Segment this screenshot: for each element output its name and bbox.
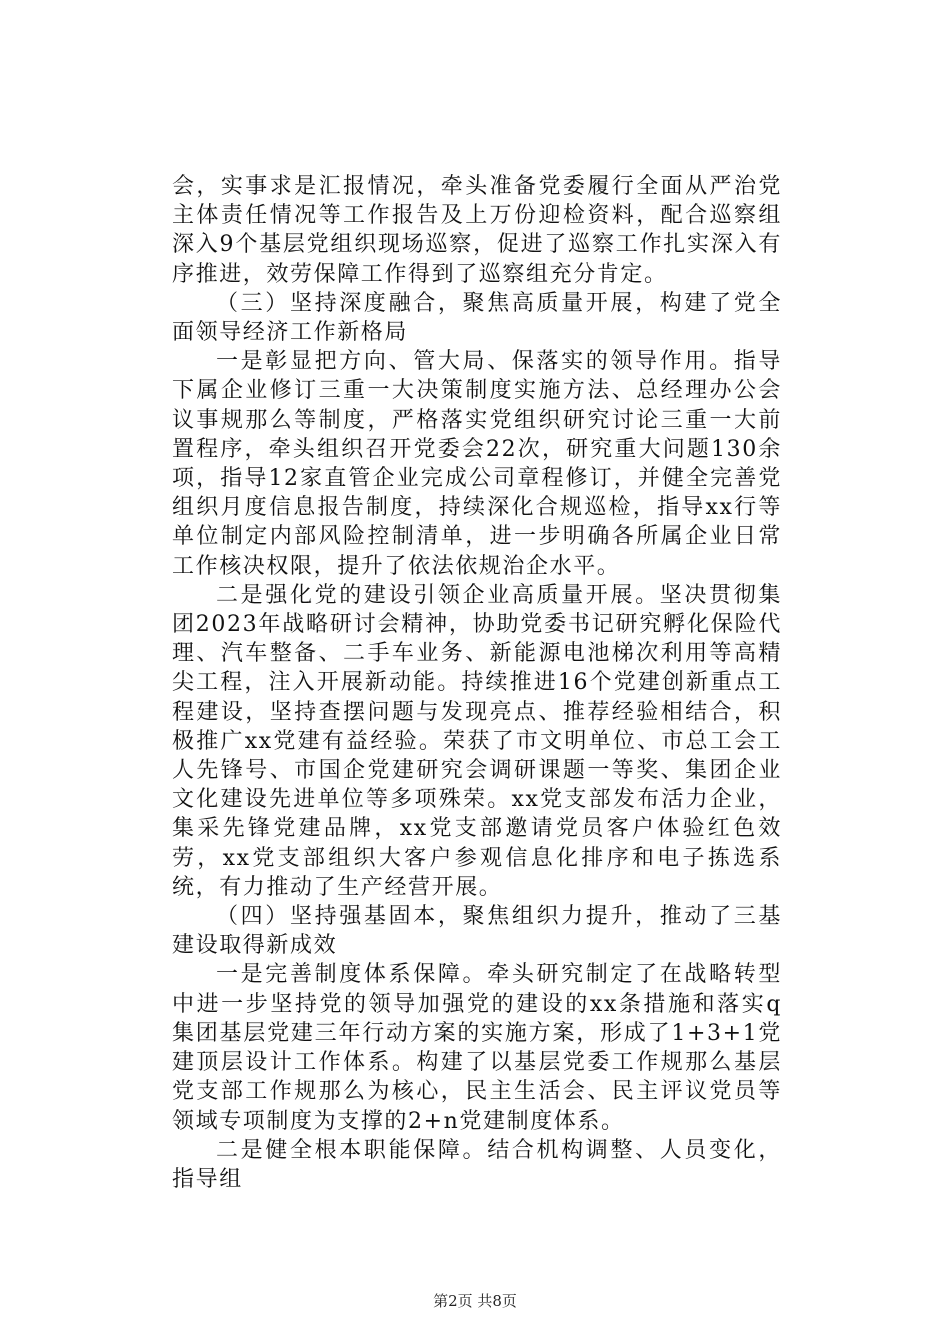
section-heading-3: （三）坚持深度融合，聚焦高质量开展，构建了党全面领导经济工作新格局 bbox=[172, 290, 782, 346]
section-heading-4: （四）坚持强基固本，聚焦组织力提升，推动了三基建设取得新成效 bbox=[172, 904, 782, 959]
paragraph-continuation: 会，实事求是汇报情况，牵头准备党委履行全面从严治党主体责任情况等工作报告及上万份迎检资料，配合巡察组深入9个基层党组织现场巡察，促进了巡察工作扎实深入有序推进，效劳保障工作得到了巡察组充分肯定。 bbox=[172, 174, 782, 287]
paragraph-system-guarantee: 一是完善制度体系保障。牵头研究制定了在战略转型中进一步坚持党的领导加强党的建设的xx条措施和落实q集团基层党建三年行动方案的实施方案，形成了1+3+1党建顶层设计工作体系。构建了以基层党委工作规那么基层党支部工作规那么为核心，民主生活会、民主评议党员等领域专项制度为支撑的2+n党建制度体系。 bbox=[172, 962, 782, 1134]
document-body bbox=[172, 172, 782, 1194]
page-footer: 第2页 共8页 bbox=[433, 1292, 517, 1310]
paragraph-party-building: 二是强化党的建设引领企业高质量开展。坚决贯彻集团2023年战略研讨会精神，协助党委书记研究孵化保险代理、汽车整备、二手车业务、新能源电池梯次利用等高精尖工程，注入开展新动能。持续推进16个党建创新重点工程建设，坚持查摆问题与发现亮点、推荐经验相结合，积极推广xx党建有益经验。荣获了市文明单位、市总工会工人先锋号、市国企党建研究会调研课题一等奖、集团企业文化建设先进单位等多项殊荣。xx党支部发布活力企业，集采先锋党建品牌，xx党支部邀请党员客户体验红色效劳，xx党支部组织大客户参观信息化排序和电子拣选系统，有力推动了生产经营开展。 bbox=[172, 582, 782, 900]
paragraph-function-guarantee: 二是健全根本职能保障。结合机构调整、人员变化，指导组 bbox=[172, 1137, 782, 1192]
paragraph-leadership-role: 一是彰显把方向、管大局、保落实的领导作用。指导下属企业修订三重一大决策制度实施方法、总经理办公会议事规那么等制度，严格落实党组织研究讨论三重一大前置程序，牵头组织召开党委会22次，研究重大问题130余项，指导12家直管企业完成公司章程修订，并健全完善党组织月度信息报告制度，持续深化合规巡检，指导xx行等单位制定内部风险控制清单，进一步明确各所属企业日常工作核决权限，提升了依法依规治企水平。 bbox=[172, 349, 782, 579]
